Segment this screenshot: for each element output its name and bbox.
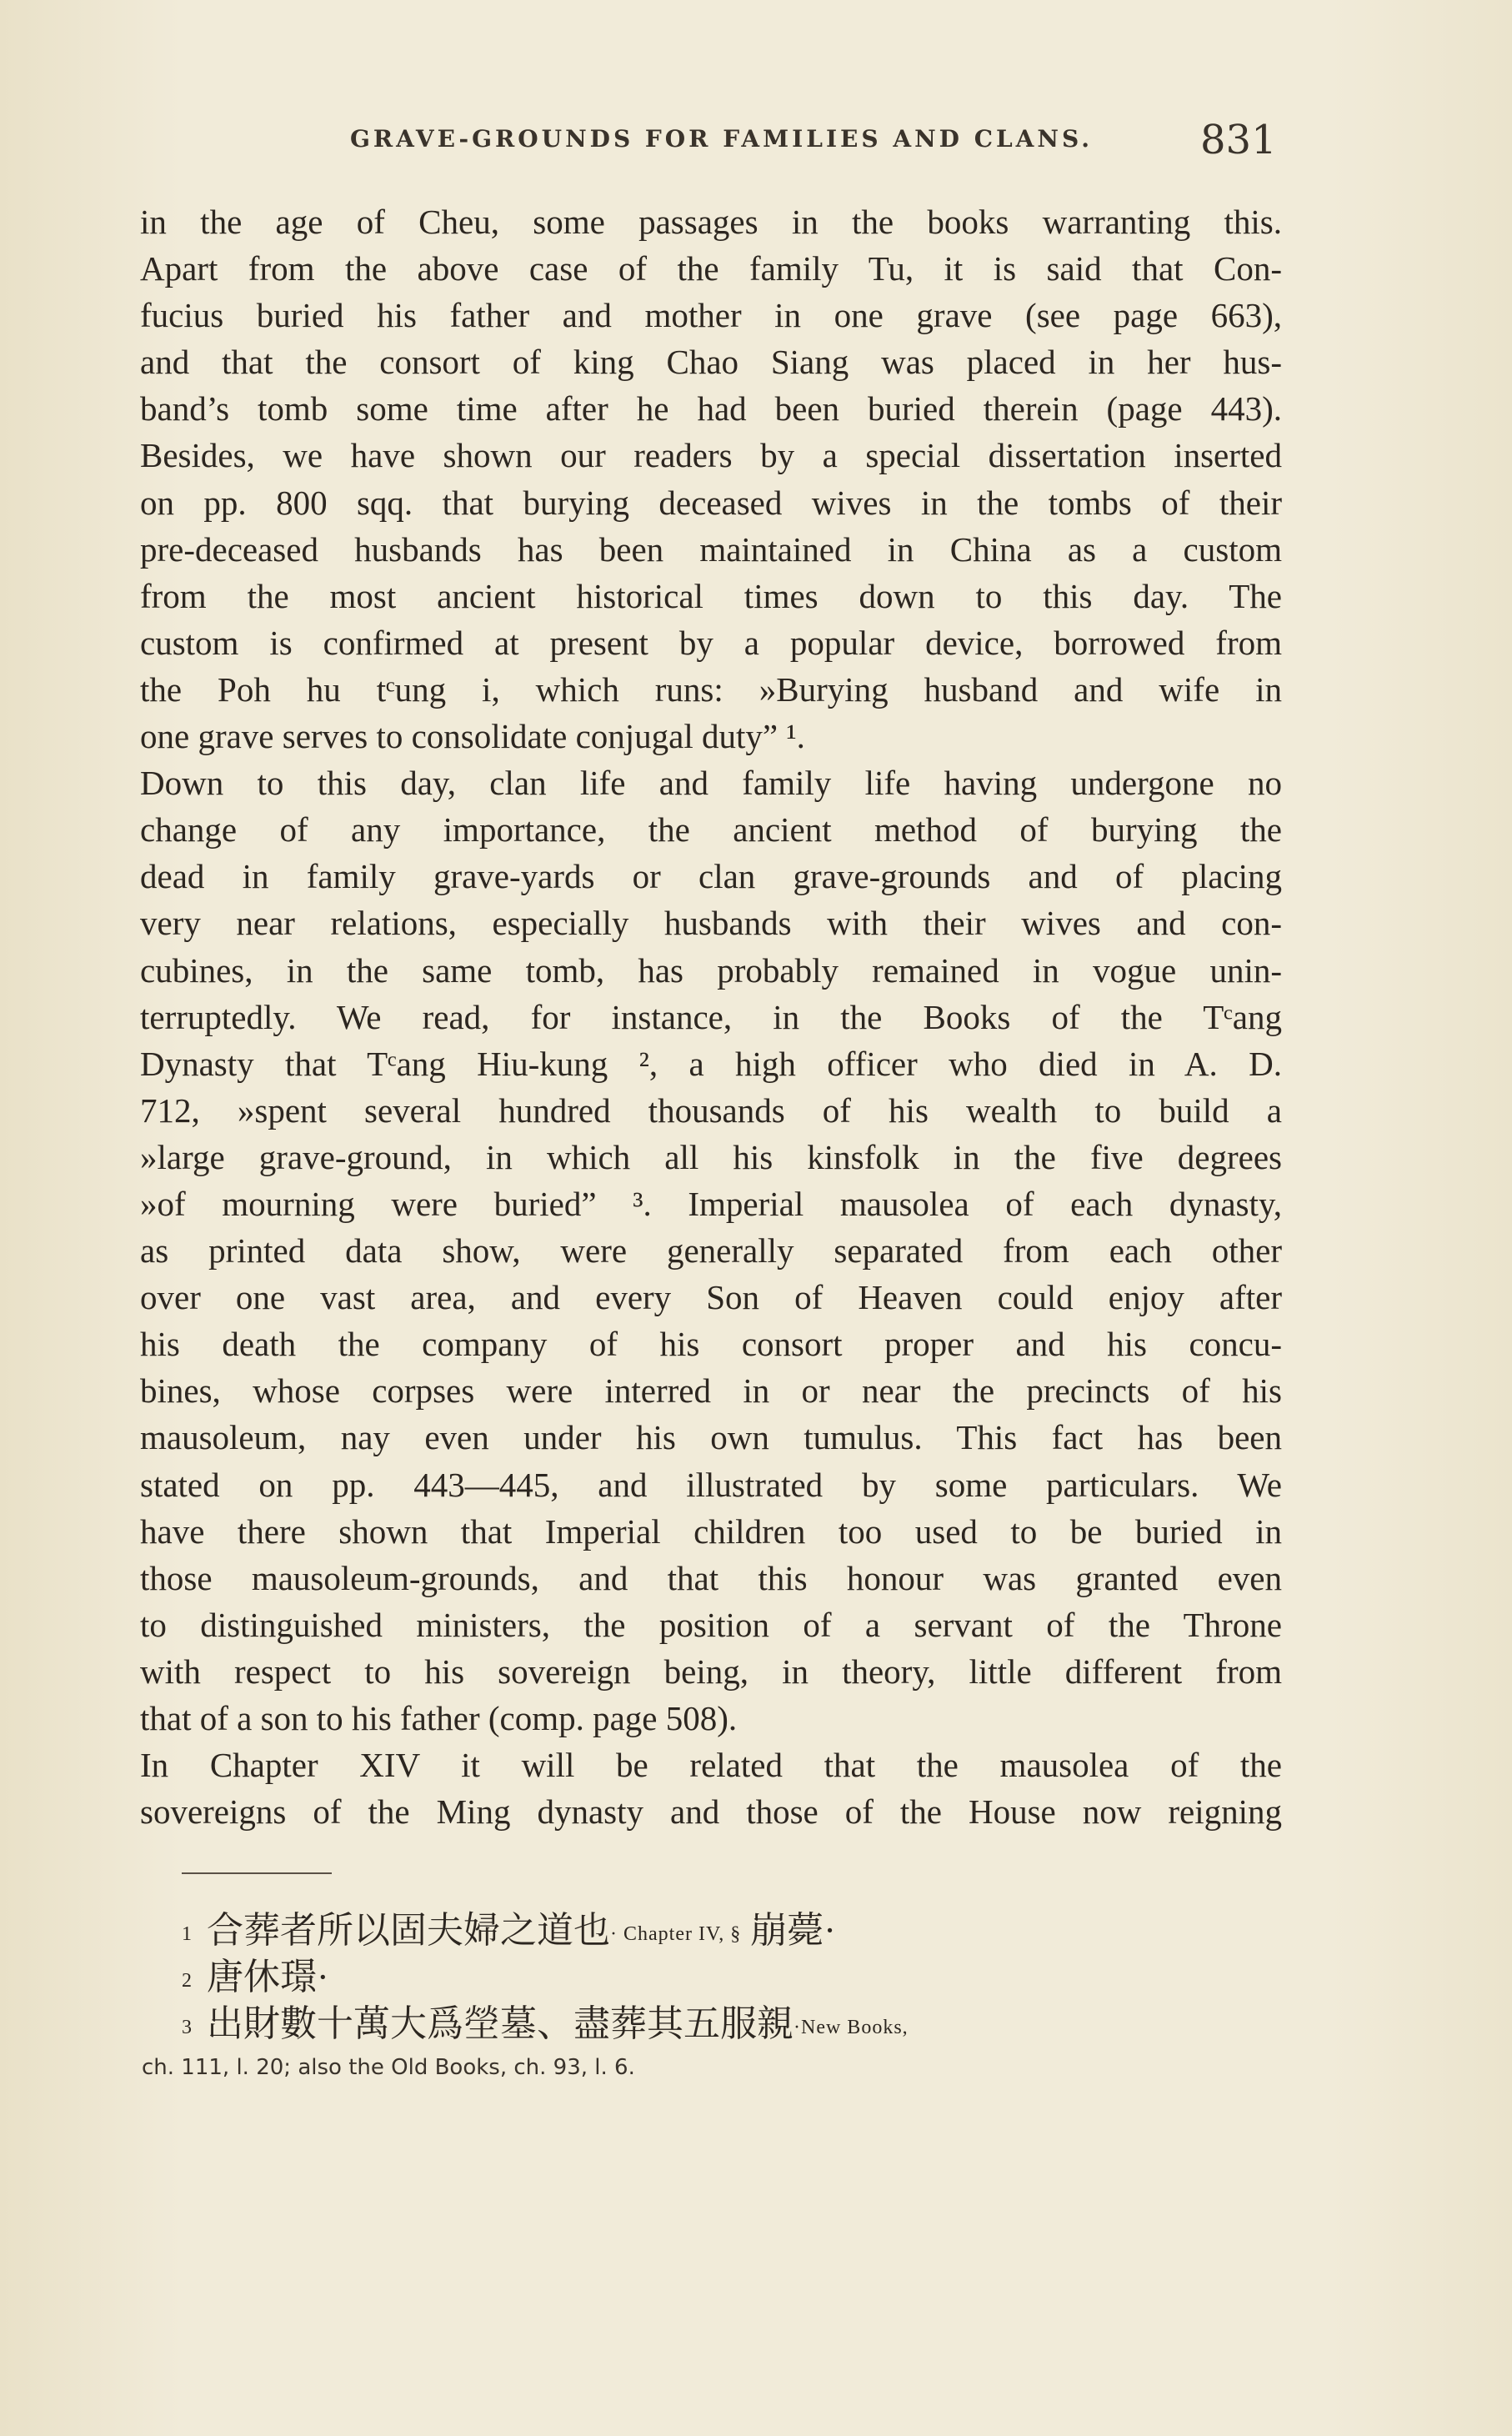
footnotes bbox=[142, 1909, 1299, 2086]
text-line: In Chapter XIV it will be related that the mausolea of the bbox=[140, 1746, 1282, 1785]
text-line: mausoleum, nay even under his own tumulus. This fact has been bbox=[140, 1418, 1282, 1457]
footnote-number: 1 bbox=[182, 1922, 192, 1945]
text-line: Dynasty that Tᶜang Hiu-kung ², a high officer who died in A. D. bbox=[140, 1044, 1282, 1083]
footnote-end: · bbox=[824, 1910, 836, 1951]
footnote-chinese: 合葬者所以固夫婦之道也 bbox=[207, 1910, 610, 1951]
text-line: 712, »spent several hundred thousands of his wealth to build a bbox=[140, 1090, 1282, 1130]
footnote-1 bbox=[182, 1909, 1299, 1956]
text-line: those mausoleum-grounds, and that this honour was granted even bbox=[140, 1558, 1282, 1597]
text-line: terruptedly. We read, for instance, in the Books of the Tᶜang bbox=[140, 997, 1282, 1036]
text-line: »of mourning were buried” ³. Imperial mausolea of each dynasty, bbox=[140, 1184, 1282, 1223]
text-line: over one vast area, and every Son of Heaven could enjoy after bbox=[140, 1278, 1282, 1317]
text-line: in the age of Cheu, some passages in the books warranting this. bbox=[140, 203, 1282, 241]
text-line: his death the company of his consort proper and his concu- bbox=[140, 1325, 1282, 1364]
footnote-chinese: 唐休璟 bbox=[207, 1956, 317, 1997]
text-line: Besides, we have shown our readers by a special dissertation inserted bbox=[140, 436, 1282, 475]
footnote-3 bbox=[182, 2002, 1299, 2049]
text-line: as printed data show, were generally separated from each other bbox=[140, 1231, 1282, 1271]
text-line: sovereigns of the Ming dynasty and those of the House now reigning bbox=[140, 1792, 1282, 1832]
footnote-chinese: 崩薨 bbox=[750, 1910, 824, 1951]
footnote-3-continuation: ch. 111, l. 20; also the Old Books, ch. 93, l. 6. bbox=[142, 2054, 635, 2080]
running-head: GRAVE-GROUNDS FOR FAMILIES AND CLANS. bbox=[350, 125, 1093, 153]
text-line: Apart from the above case of the family Tu, it is said that Con- bbox=[140, 249, 1282, 288]
text-line: to distinguished ministers, the position of a servant of the Throne bbox=[140, 1605, 1282, 1644]
text-line: one grave serves to consolidate conjugal duty” ¹. bbox=[140, 717, 805, 756]
text-line: and that the consort of king Chao Siang was placed in her hus- bbox=[140, 343, 1282, 382]
footnote-reference: ·New Books, bbox=[794, 2016, 909, 2038]
text-line: »large grave-ground, in which all his kinsfolk in the five degrees bbox=[140, 1137, 1282, 1176]
text-line: fucius buried his father and mother in one grave (see page 663), bbox=[140, 296, 1282, 335]
text-line: the Poh hu tᶜung i, which runs: »Burying husband and wife in bbox=[140, 669, 1282, 709]
text-line: that of a son to his father (comp. page 508). bbox=[140, 1699, 738, 1737]
text-line: with respect to his sovereign being, in theory, little different from bbox=[140, 1652, 1282, 1691]
footnote-divider bbox=[182, 1872, 332, 1874]
text-line: stated on pp. 443—445, and illustrated by some particulars. We bbox=[140, 1465, 1282, 1504]
text-line: cubines, in the same tomb, has probably remained in vogue unin- bbox=[140, 950, 1282, 990]
text-line: very near relations, especially husbands with their wives and con- bbox=[140, 904, 1282, 943]
text-line: band’s tomb some time after he had been buried therein (page 443). bbox=[140, 389, 1282, 429]
footnote-number: 2 bbox=[182, 1969, 192, 1992]
text-line: from the most ancient historical times down to this day. The bbox=[140, 576, 1282, 615]
page-number: 831 bbox=[1200, 117, 1277, 163]
footnote-chinese: 出財數十萬大爲塋墓、盡葬其五服親 bbox=[207, 2002, 794, 2044]
text-line: dead in family grave-yards or clan grave-grounds and of placing bbox=[140, 857, 1282, 896]
body-text bbox=[140, 198, 1282, 1835]
text-line: Down to this day, clan life and family life having undergone no bbox=[140, 764, 1282, 803]
text-line: custom is confirmed at present by a popular device, borrowed from bbox=[140, 623, 1282, 662]
text-line: pre-deceased husbands has been maintained in China as a custom bbox=[140, 529, 1282, 569]
text-line: on pp. 800 sqq. that burying deceased wives in the tombs of their bbox=[140, 483, 1282, 522]
text-line: change of any importance, the ancient method of burying the bbox=[140, 810, 1282, 850]
footnote-reference: · Chapter IV, § bbox=[610, 1922, 742, 1945]
text-line: bines, whose corpses were interred in or near the precincts of his bbox=[140, 1371, 1282, 1411]
footnote-2 bbox=[182, 1956, 1299, 2002]
footnote-number: 3 bbox=[182, 2016, 192, 2038]
footnote-end: · bbox=[317, 1956, 329, 1997]
text-line: have there shown that Imperial children too used to be buried in bbox=[140, 1511, 1282, 1551]
